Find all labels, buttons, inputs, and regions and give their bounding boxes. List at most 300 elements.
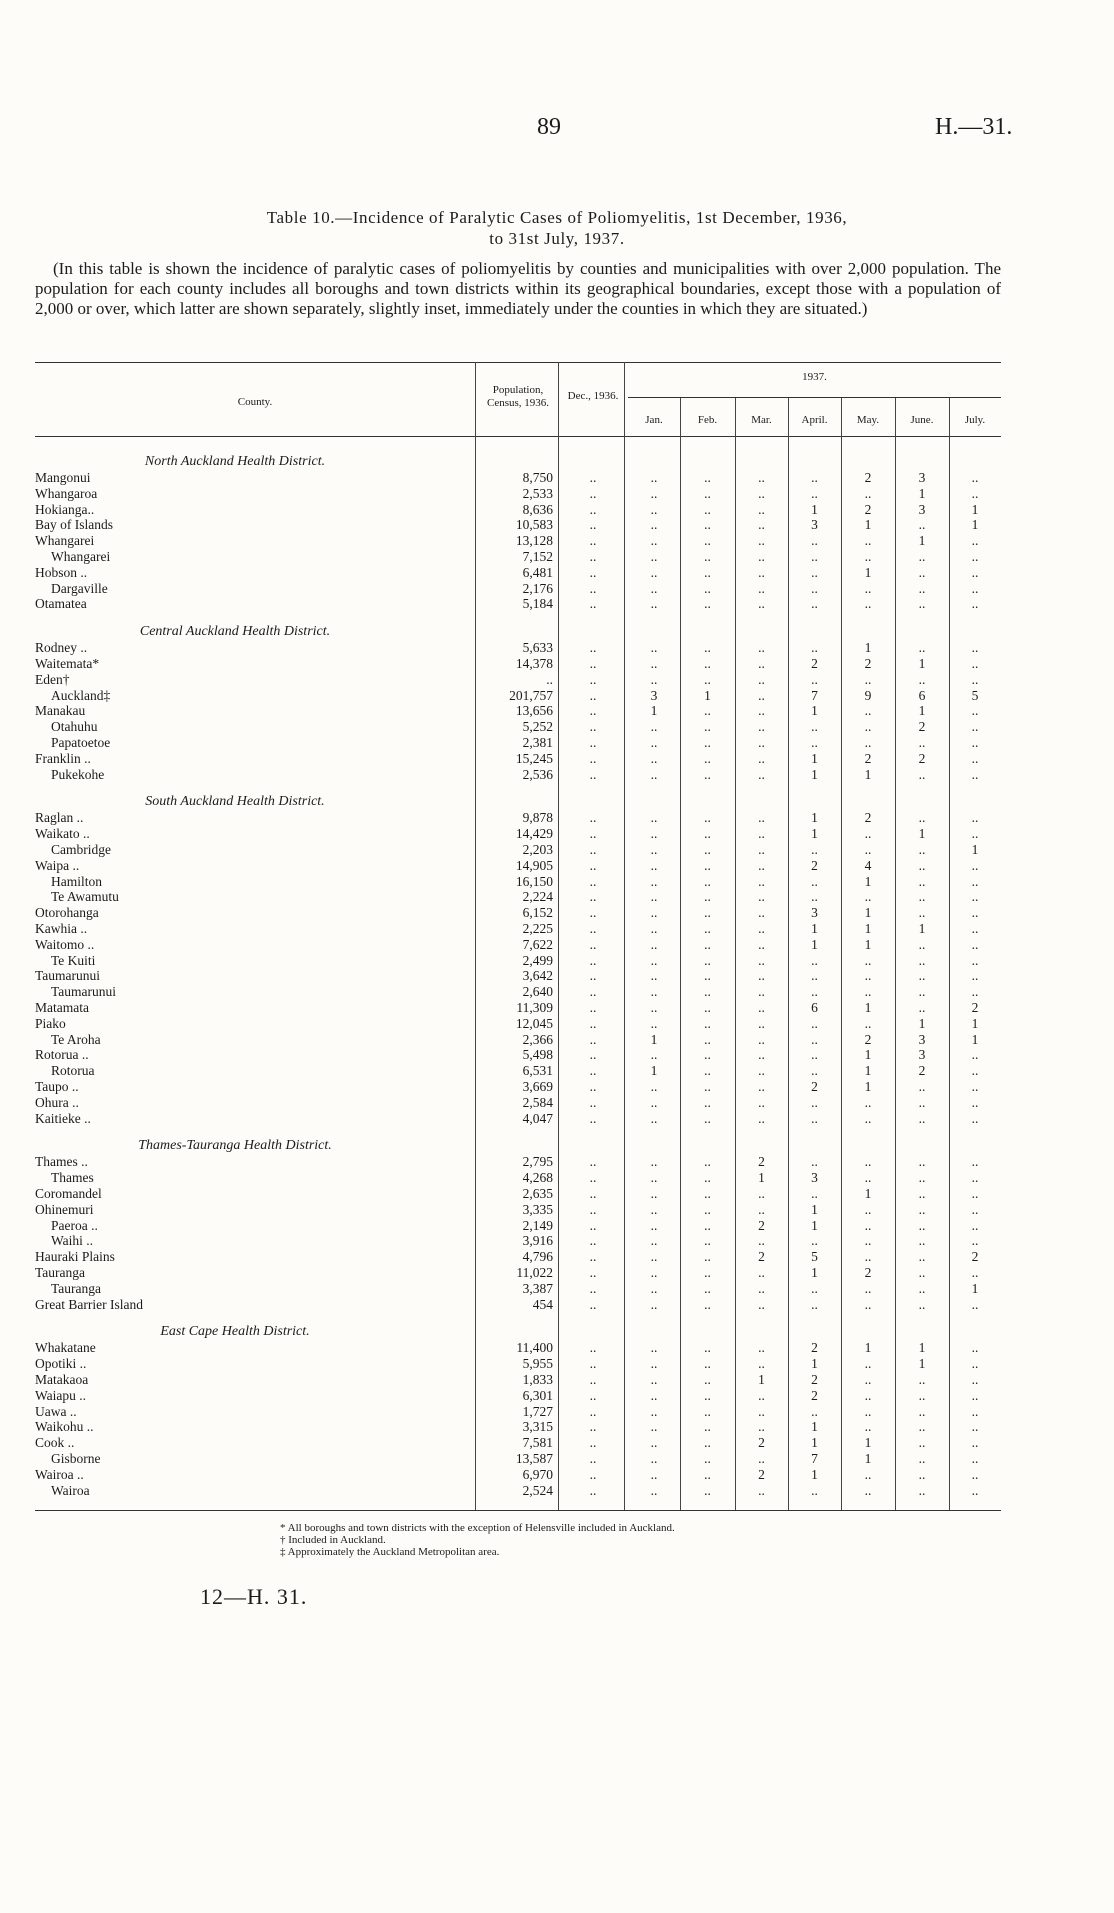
county-name: Whangaroa	[35, 485, 98, 501]
cases-month-cell: ..	[704, 1154, 711, 1170]
cases-month-cell: 2	[811, 1340, 818, 1356]
cases-month-cell: ..	[971, 1356, 979, 1372]
cases-month-cell: ..	[971, 1387, 979, 1403]
cases-month-cell: ..	[918, 857, 926, 873]
cases-month-cell: ..	[758, 842, 765, 857]
cases-month-cell: ..	[704, 671, 711, 687]
cases-month-cell: ..	[650, 1094, 658, 1110]
header-month: April.	[801, 414, 828, 426]
county-name: Great Barrier Island	[35, 1296, 143, 1312]
table-row	[35, 1063, 1001, 1078]
cases-month-cell: ..	[811, 1403, 818, 1419]
cases-month-cell: ..	[811, 842, 818, 857]
cases-month-cell: ..	[758, 580, 765, 596]
population-cell: 11,400	[516, 1340, 553, 1356]
cases-month-cell: 2	[918, 719, 926, 735]
cases-month-cell: 1	[758, 1170, 765, 1186]
cases-dec-cell: ..	[589, 549, 597, 564]
header-county: County.	[237, 396, 273, 408]
cases-month-cell: 1	[918, 921, 926, 936]
cases-month-cell: ..	[704, 1249, 711, 1265]
population-cell: 4,796	[522, 1249, 553, 1265]
cases-month-cell: ..	[704, 810, 711, 826]
cases-month-cell: ..	[864, 984, 872, 1000]
cases-month-cell: ..	[704, 501, 711, 517]
cases-dec-cell: ..	[589, 1356, 597, 1372]
population-cell: 5,184	[522, 596, 553, 612]
cases-month-cell: ..	[650, 640, 658, 656]
cases-month-cell: ..	[918, 1170, 926, 1186]
header-population: Population, Census, 1936.	[486, 384, 550, 409]
table-row	[35, 688, 1001, 703]
cases-month-cell: ..	[704, 533, 711, 549]
cases-month-cell: ..	[971, 889, 979, 905]
cases-month-cell: ..	[971, 905, 979, 921]
cases-month-cell: ..	[971, 984, 979, 1000]
population-cell: 1,727	[522, 1403, 553, 1419]
cases-month-cell: 1	[918, 485, 926, 501]
county-name: Wairoa ..	[35, 1466, 84, 1482]
cases-month-cell: ..	[758, 1000, 765, 1015]
cases-month-cell: ..	[758, 1094, 765, 1110]
population-cell: 2,584	[522, 1094, 553, 1110]
county-name: Rotorua ..	[35, 1047, 89, 1063]
cases-month-cell: ..	[650, 857, 658, 873]
cases-month-cell: ..	[971, 1154, 979, 1170]
cases-month-cell: ..	[971, 952, 979, 968]
cases-month-cell: ..	[864, 549, 872, 564]
cases-month-cell: ..	[918, 1154, 926, 1170]
cases-month-cell: ..	[704, 1435, 711, 1451]
cases-month-cell: 1	[971, 517, 979, 533]
cases-dec-cell: ..	[589, 1186, 597, 1201]
cases-dec-cell: ..	[589, 703, 597, 719]
county-name: Whakatane	[35, 1340, 96, 1356]
cases-month-cell: ..	[811, 1047, 818, 1063]
cases-month-cell: ..	[864, 671, 872, 687]
cases-dec-cell: ..	[589, 517, 597, 533]
cases-month-cell: ..	[650, 1387, 658, 1403]
cases-month-cell: ..	[971, 1094, 979, 1110]
table-row	[35, 581, 1001, 596]
cases-month-cell: ..	[704, 1296, 711, 1312]
cases-month-cell: ..	[704, 889, 711, 905]
cases-month-cell: ..	[650, 873, 658, 889]
cases-dec-cell: ..	[589, 1201, 597, 1217]
cases-month-cell: ..	[758, 1110, 765, 1126]
cases-month-cell: 1	[864, 564, 872, 580]
cases-month-cell: ..	[971, 640, 979, 656]
county-name: Ohinemuri	[35, 1201, 94, 1217]
cases-month-cell: ..	[650, 984, 658, 1000]
population-cell: 7,152	[522, 549, 553, 564]
cases-dec-cell: ..	[589, 1110, 597, 1126]
table-row	[35, 1388, 1001, 1403]
cases-month-cell: ..	[918, 580, 926, 596]
cases-dec-cell: ..	[589, 1466, 597, 1482]
cases-month-cell: ..	[650, 1170, 658, 1186]
county-name: Tauranga	[35, 1265, 86, 1280]
population-cell: 2,381	[522, 735, 553, 750]
table-row	[35, 533, 1001, 548]
cases-month-cell: 1	[811, 766, 818, 782]
cases-month-cell: ..	[811, 640, 818, 656]
population-cell: 2,224	[522, 889, 553, 905]
population-cell: 3,916	[522, 1233, 553, 1249]
cases-month-cell: ..	[971, 564, 979, 580]
cases-dec-cell: ..	[589, 968, 597, 984]
cases-month-cell: ..	[918, 596, 926, 612]
cases-month-cell: 2	[758, 1466, 765, 1482]
cases-month-cell: ..	[864, 719, 872, 735]
population-cell: 11,309	[516, 1000, 553, 1015]
table-row	[35, 470, 1001, 485]
population-cell: 2,149	[522, 1217, 553, 1233]
cases-dec-cell: ..	[589, 842, 597, 857]
cases-dec-cell: ..	[589, 1015, 597, 1031]
cases-month-cell: ..	[650, 564, 658, 580]
cases-month-cell: ..	[971, 1201, 979, 1217]
county-name: Otorohanga	[35, 905, 99, 921]
population-cell: 2,366	[522, 1031, 553, 1047]
county-name: Rotorua	[51, 1063, 95, 1079]
cases-month-cell: ..	[918, 640, 926, 656]
cases-month-cell: 2	[758, 1217, 765, 1233]
cases-dec-cell: ..	[589, 766, 597, 782]
cases-month-cell: ..	[971, 580, 979, 596]
cases-month-cell: ..	[758, 517, 765, 533]
county-name: Dargaville	[51, 580, 108, 596]
cases-month-cell: ..	[704, 1466, 711, 1482]
cases-month-cell: ..	[758, 1403, 765, 1419]
cases-month-cell: ..	[918, 1079, 926, 1094]
cases-dec-cell: ..	[589, 470, 597, 485]
column-rule	[624, 362, 625, 398]
cases-dec-cell: ..	[589, 485, 597, 501]
cases-month-cell: 1	[811, 921, 818, 936]
cases-month-cell: ..	[971, 968, 979, 984]
cases-month-cell: ..	[650, 1000, 658, 1015]
cases-month-cell: ..	[650, 1419, 658, 1435]
table-row	[35, 1435, 1001, 1450]
cases-month-cell: ..	[758, 889, 765, 905]
population-cell: 2,536	[522, 766, 553, 782]
cases-month-cell: ..	[918, 735, 926, 750]
cases-month-cell: ..	[971, 1063, 979, 1079]
county-name: Thames ..	[35, 1154, 88, 1170]
cases-month-cell: ..	[971, 921, 979, 936]
cases-month-cell: 2	[864, 1031, 872, 1047]
table-row	[35, 703, 1001, 718]
table-row	[35, 1265, 1001, 1280]
cases-month-cell: ..	[971, 873, 979, 889]
cases-month-cell: 2	[811, 1387, 818, 1403]
county-name: Papatoetoe	[51, 735, 111, 750]
cases-month-cell: 1	[971, 501, 979, 517]
cases-month-cell: ..	[704, 1063, 711, 1079]
cases-month-cell: ..	[811, 1296, 818, 1312]
cases-month-cell: 1	[864, 1079, 872, 1094]
signature-mark: 12—H. 31.	[200, 1584, 308, 1610]
cases-month-cell: ..	[918, 1201, 926, 1217]
cases-month-cell: 6	[918, 687, 926, 703]
cases-month-cell: ..	[811, 564, 818, 580]
population-cell: 2,640	[522, 984, 553, 1000]
cases-month-cell: ..	[971, 549, 979, 564]
cases-month-cell: ..	[704, 703, 711, 719]
cases-month-cell: ..	[650, 968, 658, 984]
cases-dec-cell: ..	[589, 719, 597, 735]
cases-dec-cell: ..	[589, 826, 597, 842]
cases-month-cell: ..	[918, 1110, 926, 1126]
county-name: Te Kuiti	[51, 952, 96, 968]
cases-dec-cell: ..	[589, 640, 597, 656]
county-name: Pukekohe	[51, 766, 105, 782]
county-name: Kaitieke ..	[35, 1110, 91, 1126]
cases-month-cell: 1	[864, 1451, 872, 1466]
county-name: Uawa ..	[35, 1403, 77, 1419]
footnote: * All boroughs and town districts with the exception of Helensville included in Auckland.	[280, 1522, 675, 1535]
cases-month-cell: ..	[650, 1280, 658, 1296]
table-row	[35, 719, 1001, 734]
header-dec-1936: Dec., 1936.	[567, 390, 619, 402]
cases-month-cell: ..	[971, 857, 979, 873]
cases-dec-cell: ..	[589, 656, 597, 671]
header-month: July.	[964, 414, 986, 426]
cases-month-cell: ..	[811, 1280, 818, 1296]
cases-month-cell: ..	[811, 1154, 818, 1170]
cases-month-cell: ..	[918, 1249, 926, 1265]
cases-dec-cell: ..	[589, 1217, 597, 1233]
cases-month-cell: ..	[758, 1280, 765, 1296]
cases-month-cell: ..	[864, 1249, 872, 1265]
cases-dec-cell: ..	[589, 1249, 597, 1265]
table-row	[35, 1249, 1001, 1264]
cases-month-cell: ..	[971, 470, 979, 485]
cases-dec-cell: ..	[589, 1482, 597, 1498]
county-name: Paeroa ..	[51, 1217, 98, 1233]
cases-month-cell: ..	[971, 1047, 979, 1063]
table-row	[35, 1483, 1001, 1498]
table-row	[35, 1297, 1001, 1312]
cases-month-cell: 2	[811, 1372, 818, 1387]
table-row	[35, 905, 1001, 920]
cases-dec-cell: ..	[589, 1340, 597, 1356]
cases-month-cell: 1	[811, 750, 818, 766]
table-row	[35, 937, 1001, 952]
county-name: Whangarei	[51, 549, 111, 564]
table-row	[35, 640, 1001, 655]
population-cell: 6,970	[522, 1466, 553, 1482]
cases-month-cell: ..	[971, 1482, 979, 1498]
header-month: June.	[910, 414, 934, 426]
cases-month-cell: ..	[918, 1419, 926, 1435]
cases-month-cell: ..	[704, 766, 711, 782]
cases-month-cell: 1	[864, 873, 872, 889]
population-cell: 16,150	[515, 873, 553, 889]
cases-month-cell: 2	[758, 1249, 765, 1265]
table-title	[0, 207, 1114, 249]
table-row	[35, 826, 1001, 841]
cases-month-cell: 1	[811, 1435, 818, 1451]
cases-dec-cell: ..	[589, 1265, 597, 1280]
cases-month-cell: ..	[704, 517, 711, 533]
cases-dec-cell: ..	[589, 1170, 597, 1186]
cases-month-cell: ..	[704, 1451, 711, 1466]
cases-month-cell: ..	[650, 1372, 658, 1387]
cases-month-cell: 2	[918, 750, 926, 766]
cases-month-cell: ..	[704, 952, 711, 968]
header-bottom-rule	[35, 436, 1001, 437]
cases-month-cell: ..	[864, 826, 872, 842]
cases-month-cell: ..	[864, 1015, 872, 1031]
county-name: Kawhia ..	[35, 921, 88, 936]
county-name: Thames	[51, 1170, 94, 1186]
cases-month-cell: 2	[811, 857, 818, 873]
cases-month-cell: ..	[971, 1451, 979, 1466]
cases-dec-cell: ..	[589, 905, 597, 921]
cases-month-cell: 2	[864, 810, 872, 826]
cases-month-cell: ..	[650, 936, 658, 952]
cases-month-cell: ..	[971, 1079, 979, 1094]
cases-month-cell: ..	[918, 1482, 926, 1498]
cases-month-cell: 1	[811, 1356, 818, 1372]
cases-month-cell: 1	[864, 1000, 872, 1015]
cases-month-cell: ..	[650, 1482, 658, 1498]
cases-month-cell: ..	[758, 640, 765, 656]
cases-month-cell: ..	[758, 687, 765, 703]
population-cell: 11,022	[516, 1265, 553, 1280]
cases-dec-cell: ..	[589, 671, 597, 687]
cases-dec-cell: ..	[589, 936, 597, 952]
cases-month-cell: ..	[918, 549, 926, 564]
population-cell: 5,633	[522, 640, 553, 656]
table-row	[35, 486, 1001, 501]
cases-month-cell: ..	[918, 889, 926, 905]
table-row	[35, 735, 1001, 750]
county-name: Te Awamutu	[51, 889, 119, 905]
cases-month-cell: ..	[704, 580, 711, 596]
cases-month-cell: ..	[864, 1419, 872, 1435]
population-cell: 201,757	[509, 687, 553, 703]
cases-month-cell: ..	[864, 1482, 872, 1498]
cases-month-cell: ..	[650, 671, 658, 687]
cases-month-cell: 1	[918, 1340, 926, 1356]
cases-month-cell: ..	[704, 936, 711, 952]
county-name: Otahuhu	[51, 719, 98, 735]
cases-month-cell: 1	[811, 936, 818, 952]
table-row	[35, 1451, 1001, 1466]
cases-month-cell: ..	[811, 889, 818, 905]
cases-month-cell: ..	[650, 1154, 658, 1170]
cases-month-cell: ..	[971, 533, 979, 549]
cases-month-cell: ..	[811, 470, 818, 485]
cases-month-cell: ..	[758, 857, 765, 873]
table-row	[35, 984, 1001, 999]
county-name: Auckland‡	[51, 687, 111, 703]
section-heading: East Cape Health District.	[160, 1324, 310, 1340]
population-cell: 3,669	[522, 1079, 553, 1094]
cases-month-cell: 1	[811, 1265, 818, 1280]
cases-dec-cell: ..	[589, 501, 597, 517]
cases-month-cell: 1	[918, 826, 926, 842]
cases-month-cell: ..	[758, 1265, 765, 1280]
population-cell: 15,245	[515, 750, 553, 766]
county-name: Tauranga	[51, 1280, 102, 1296]
cases-month-cell: 1	[971, 1015, 979, 1031]
cases-month-cell: ..	[758, 921, 765, 936]
cases-month-cell: 2	[758, 1154, 765, 1170]
cases-month-cell: ..	[650, 921, 658, 936]
cases-month-cell: ..	[704, 1015, 711, 1031]
county-name: Cook ..	[35, 1435, 75, 1451]
county-name: Hobson ..	[35, 564, 88, 580]
population-cell: 9,878	[522, 810, 553, 826]
table-row	[35, 874, 1001, 889]
cases-month-cell: 1	[811, 1201, 818, 1217]
cases-dec-cell: ..	[589, 984, 597, 1000]
table-row	[35, 672, 1001, 687]
table-row	[35, 1095, 1001, 1110]
cases-month-cell: ..	[650, 1079, 658, 1094]
table-row	[35, 1372, 1001, 1387]
table-row	[35, 1032, 1001, 1047]
table-row	[35, 1281, 1001, 1296]
cases-month-cell: ..	[758, 1015, 765, 1031]
cases-month-cell: ..	[704, 905, 711, 921]
cases-month-cell: 1	[864, 640, 872, 656]
county-name: Hokianga..	[35, 501, 95, 517]
footnote: † Included in Auckland.	[280, 1534, 386, 1547]
cases-month-cell: ..	[971, 1233, 979, 1249]
cases-month-cell: ..	[864, 1387, 872, 1403]
table-title-line-2: to 31st July, 1937.	[489, 229, 625, 248]
cases-month-cell: ..	[758, 1186, 765, 1201]
section-heading: Central Auckland Health District.	[139, 624, 331, 640]
cases-month-cell: 1	[918, 656, 926, 671]
cases-month-cell: ..	[650, 533, 658, 549]
cases-dec-cell: ..	[589, 1280, 597, 1296]
cases-month-cell: 1	[811, 501, 818, 517]
cases-month-cell: ..	[758, 905, 765, 921]
cases-month-cell: ..	[971, 750, 979, 766]
cases-month-cell: 1	[971, 1280, 979, 1296]
county-name: Otamatea	[35, 596, 87, 612]
county-name: Waitemata*	[35, 656, 100, 671]
cases-month-cell: ..	[811, 984, 818, 1000]
cases-month-cell: ..	[704, 984, 711, 1000]
cases-month-cell: 2	[971, 1000, 979, 1015]
cases-dec-cell: ..	[589, 687, 597, 703]
cases-month-cell: ..	[650, 1186, 658, 1201]
county-name: Taumarunui	[51, 984, 117, 1000]
population-cell: 2,533	[522, 485, 553, 501]
cases-month-cell: ..	[758, 485, 765, 501]
county-name: Bay of Islands	[35, 517, 113, 533]
cases-month-cell: ..	[811, 1110, 818, 1126]
cases-month-cell: 5	[971, 687, 979, 703]
cases-month-cell: 2	[864, 656, 872, 671]
cases-month-cell: ..	[650, 580, 658, 596]
cases-month-cell: ..	[811, 1094, 818, 1110]
cases-month-cell: ..	[758, 1063, 765, 1079]
cases-month-cell: ..	[758, 1451, 765, 1466]
cases-month-cell: ..	[971, 1296, 979, 1312]
table-row	[35, 858, 1001, 873]
header-month: Feb.	[697, 414, 718, 426]
cases-month-cell: 3	[811, 905, 818, 921]
population-cell: 7,581	[522, 1435, 553, 1451]
